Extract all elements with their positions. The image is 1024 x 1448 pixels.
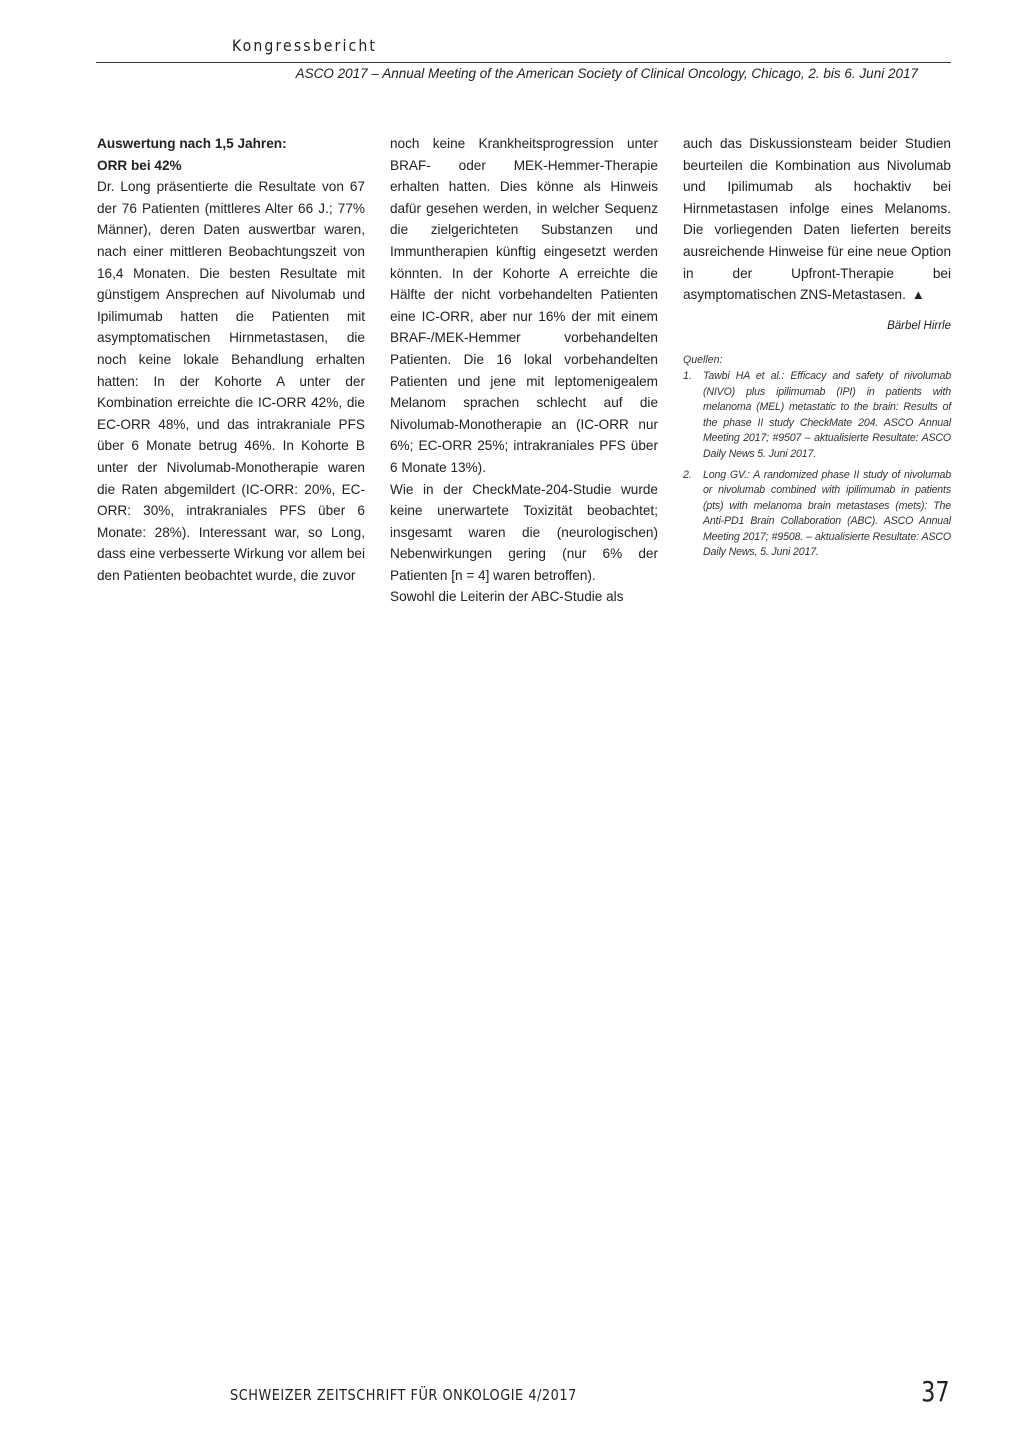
page-number: 37 [921, 1375, 950, 1408]
reference-item [683, 369, 951, 463]
body-paragraph-with-end [683, 133, 951, 306]
header-divider [96, 62, 951, 63]
section-title: Kongressbericht [232, 36, 377, 55]
author-name: Bärbel Hirrle [887, 319, 951, 332]
article-column-1 [97, 133, 365, 586]
journal-footer: SCHWEIZER ZEITSCHRIFT FÜR ONKOLOGIE 4/2017 [230, 1386, 577, 1404]
reference-number: 2. [683, 468, 692, 481]
body-paragraph: Sowohl die Leiterin der ABC-Studie als [390, 589, 624, 605]
reference-text: Tawbi HA et al.: Efficacy and safety of nivolumab (NIVO) plus ipilimumab (IPI) in patients with melanoma (MEL) metastatic to the brain: Results of the phase II study CheckMate 204. ASCO Annual Meeting 2017; #9507 – aktualisierte Resultate: ASCO Daily News 5. Juni 2017. [703, 369, 951, 460]
body-paragraph: auch das Diskussionsteam beider Studien beurteilen die Kombination aus Nivolumab und Ipilimumab als hochaktiv bei Hirnmetastasen infolge eines Melanoms. Die vorliegenden Daten lieferten bereits ausreichende Hinweise für eine neue Option in der Upfront-Therapie bei asymptomatischen ZNS-Metastasen. [683, 136, 951, 303]
sources-section [683, 353, 951, 561]
reference-text: Long GV.: A randomized phase II study of nivolumab or nivolumab combined with ipilimumab in patients (pts) with melanoma brain metastases (mets): The Anti-PD1 Brain Collaboration (ABC). ASCO Annual Meeting 2017; #9508. – aktualisierte Resultate: ASCO Daily News, 5. Juni 2017. [703, 468, 951, 559]
header-subtitle: ASCO 2017 – Annual Meeting of the American Society of Clinical Oncology, Chicago, 2. bis 6. Juni 2017 [295, 66, 918, 81]
article-column-2 [390, 133, 658, 608]
sources-title: Quellen: [683, 354, 723, 367]
end-triangle-icon: ▲ [911, 287, 925, 303]
section-heading-line2: ORR bei 42% [97, 157, 182, 173]
body-paragraph: Dr. Long präsentierte die Resultate von 67 der 76 Patienten (mittleres Alter 66 J.; 77% Männer), deren Daten auswertbar waren, nach einer mittleren Beobachtungszeit von 16,4 Monaten. Die besten Resultate mit günstigem Ansprechen auf Nivolumab und Ipilimumab hatten die Patienten mit asymptomatischen Hirnmetastasen, die noch keine lokale Behandlung erhalten hatten: In der Kohorte A unter der Kombination erreichte die IC-ORR 42%, die EC-ORR 48%, und das intrakraniale PFS über 6 Monate betrug 46%. In Kohorte B unter der Nivolumab-Monotherapie waren die Raten abgemildert (IC-ORR: 20%, EC-ORR: 30%, intrakraniales PFS über 6 Monate: 28%). Interessant war, so Long, dass eine verbesserte Wirkung vor allem bei den Patienten beobachtet wurde, die zuvor [97, 179, 365, 583]
section-heading-line1: Auswertung nach 1,5 Jahren: [97, 136, 287, 151]
article-column-3 [683, 133, 951, 566]
body-paragraph: noch keine Krankheitsprogression unter BRAF- oder MEK-Hemmer-Therapie erhalten hatten. Dies könne als Hinweis dafür gesehen werden, in welcher Sequenz die zielgerichteten Substanzen und Immuntherapien künftig eingesetzt werden könnten. In der Kohorte A erreichte die Hälfte der nicht vorbehandelten Patienten eine IC-ORR, aber nur 16% der mit einem BRAF-/MEK-Hemmer vorbehandelten Patienten. Die 16 lokal vorbehandelten Patienten und jene mit leptomenigealem Melanom sprachen schlecht auf die Nivolumab-Monotherapie an (IC-ORR nur 6%; EC-ORR 25%; intrakraniales PFS über 6 Monate 13%). [390, 136, 658, 475]
reference-number: 1. [683, 369, 692, 382]
reference-item [683, 468, 951, 562]
body-paragraph: Wie in der CheckMate-204-Studie wurde keine unerwartete Toxizität beobachtet; insgesamt waren die (neurologischen) Nebenwirkungen gering (nur 6% der Patienten [n = 4] waren betroffen). [390, 481, 658, 583]
